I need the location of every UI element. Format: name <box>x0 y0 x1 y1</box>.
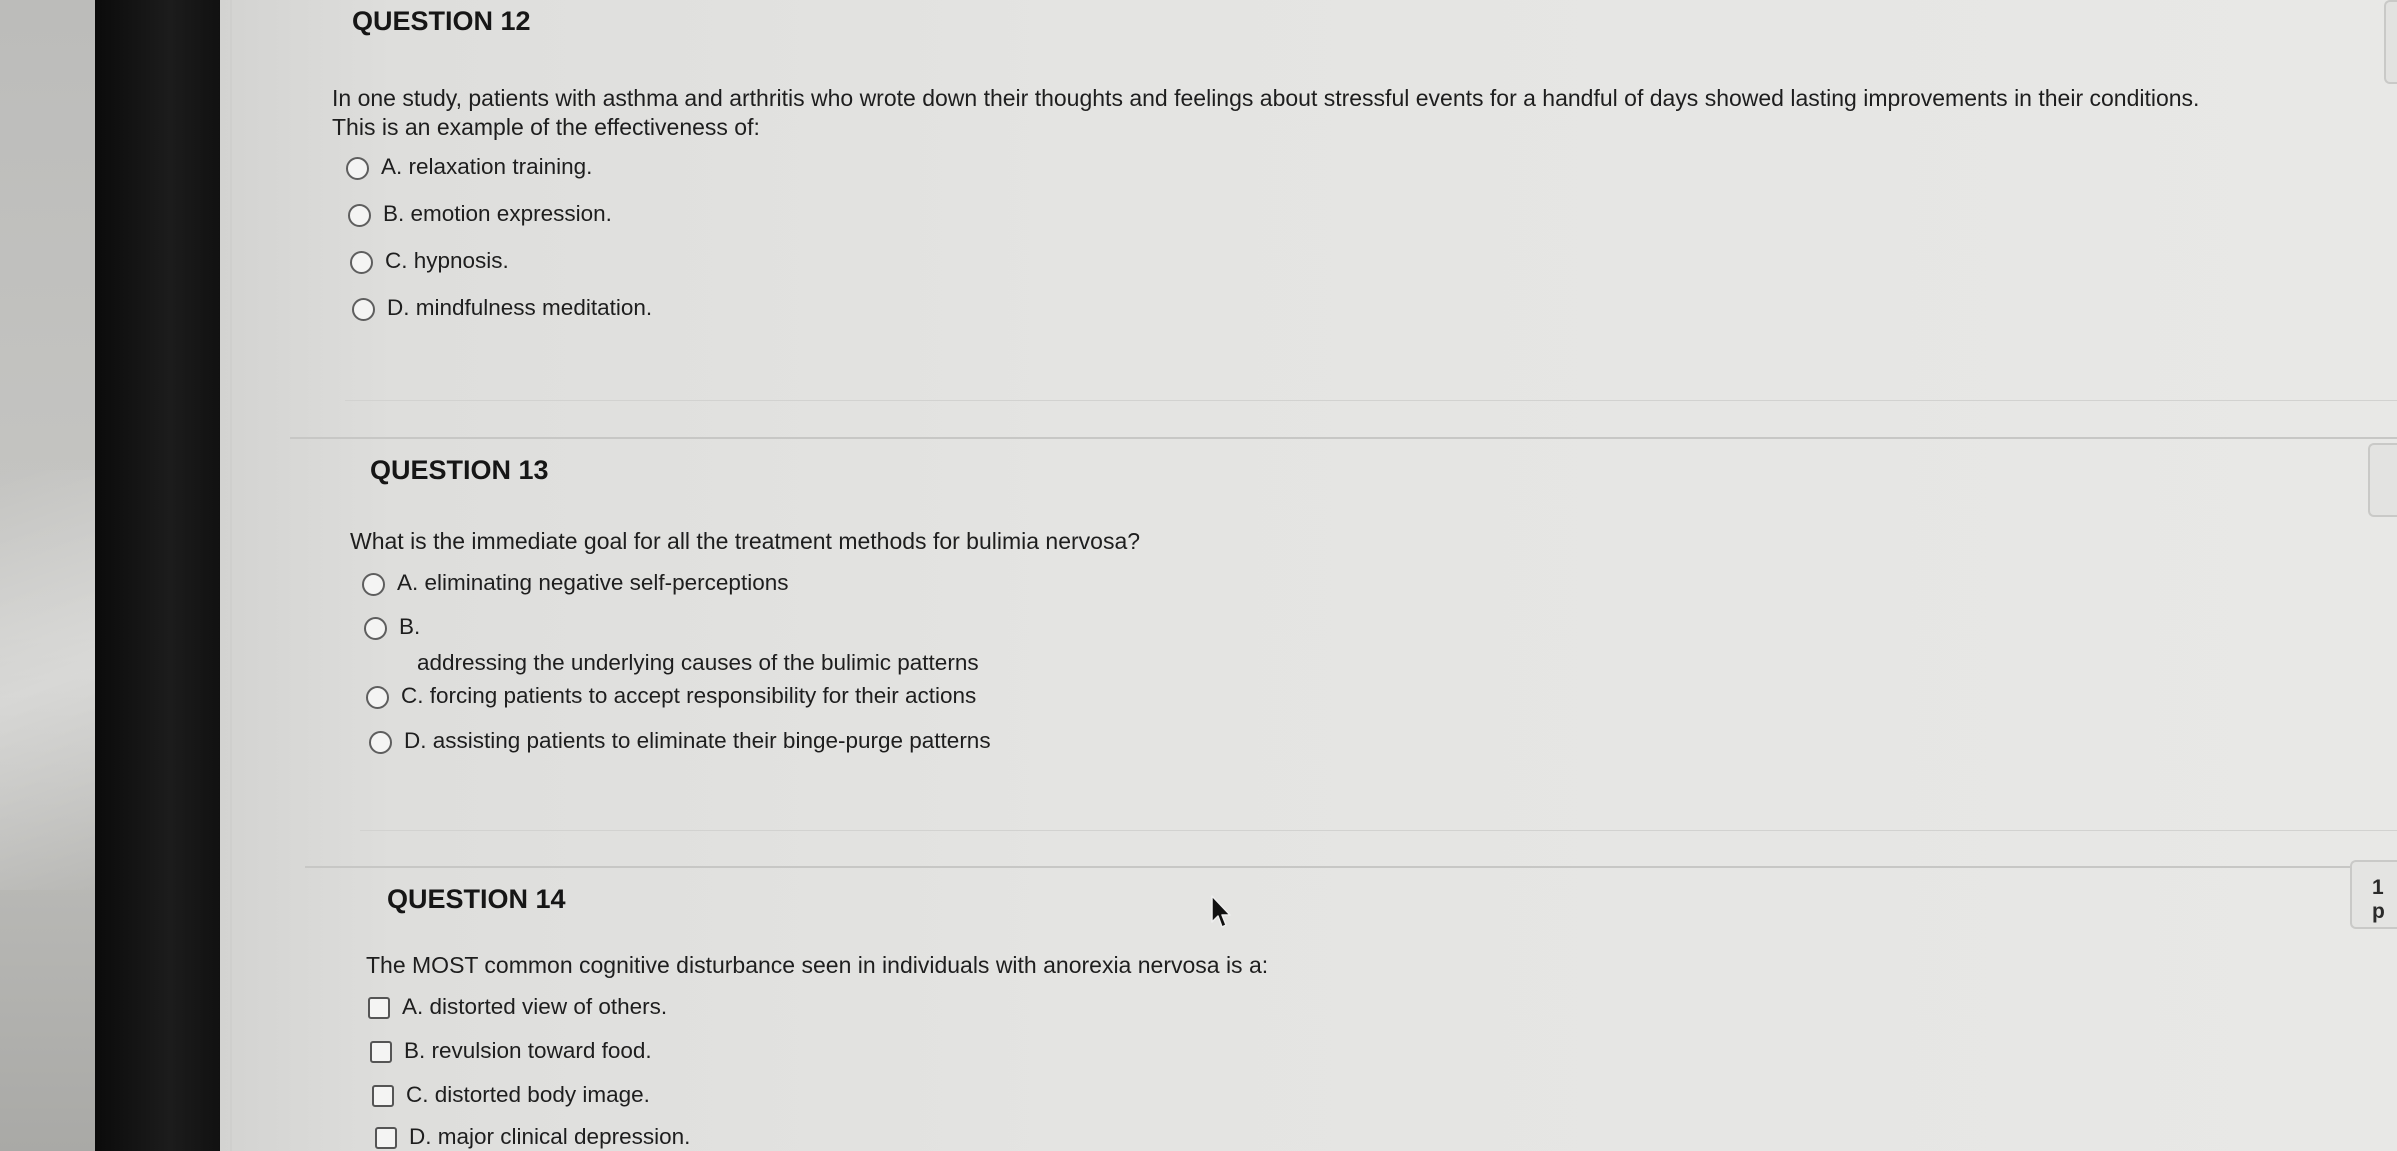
answer-option-c[interactable] <box>366 683 976 709</box>
content-edge <box>230 0 232 1151</box>
option-label: B. revulsion toward food. <box>404 1038 652 1063</box>
checkbox-icon[interactable] <box>368 997 390 1019</box>
option-label: C. forcing patients to accept responsibility for their actions <box>401 683 977 708</box>
option-label-continuation: addressing the underlying causes of the bulimic patterns <box>417 650 979 675</box>
answer-option-a[interactable] <box>368 994 667 1020</box>
mouse-pointer-icon <box>1211 895 1233 929</box>
option-label: C. distorted body image. <box>406 1082 650 1107</box>
radio-button-icon[interactable] <box>364 617 387 640</box>
answer-option-d[interactable] <box>369 728 991 754</box>
points-label: 1 p <box>2372 876 2385 923</box>
answer-option-a[interactable] <box>346 154 592 180</box>
radio-button-icon[interactable] <box>362 573 385 596</box>
option-label: D. major clinical depression. <box>409 1124 691 1149</box>
answer-option-b[interactable] <box>348 201 612 227</box>
question-text: What is the immediate goal for all the treatment methods for bulimia nervosa? <box>350 528 1141 554</box>
monitor-bezel <box>95 0 220 1151</box>
question-text: The MOST common cognitive disturbance seen in individuals with anorexia nervosa is a: <box>366 952 1269 978</box>
question-separator <box>345 400 2397 401</box>
answer-option-b[interactable] <box>364 614 979 676</box>
question-separator <box>290 437 2397 439</box>
answer-option-a[interactable] <box>362 570 788 596</box>
radio-button-icon[interactable] <box>348 204 371 227</box>
answer-option-d[interactable] <box>352 295 652 321</box>
option-label: B. <box>399 614 421 639</box>
question-title: QUESTION 14 <box>387 884 566 914</box>
points-tab <box>2368 443 2397 517</box>
question-separator <box>360 830 2397 831</box>
question-text: In one study, patients with asthma and arthritis who wrote down their thoughts and feelings about stressful events for a handful of days showed lasting improvements in their conditions. This is an example of the effectiveness of: <box>332 85 2200 140</box>
option-label: A. distorted view of others. <box>402 994 668 1019</box>
answer-option-c[interactable] <box>350 248 509 274</box>
question-title: QUESTION 12 <box>352 6 531 36</box>
checkbox-icon[interactable] <box>372 1085 394 1107</box>
answer-option-b[interactable] <box>370 1038 652 1064</box>
option-label: A. eliminating negative self-perceptions <box>397 570 789 595</box>
checkbox-icon[interactable] <box>375 1127 397 1149</box>
question-title: QUESTION 13 <box>370 455 549 485</box>
answer-option-d[interactable] <box>375 1124 690 1150</box>
radio-button-icon[interactable] <box>352 298 375 321</box>
question-separator <box>305 866 2397 868</box>
option-label: C. hypnosis. <box>385 248 509 273</box>
points-tab <box>2384 0 2397 84</box>
radio-button-icon[interactable] <box>366 686 389 709</box>
option-label: D. mindfulness meditation. <box>387 295 653 320</box>
answer-option-c[interactable] <box>372 1082 650 1108</box>
radio-button-icon[interactable] <box>346 157 369 180</box>
radio-button-icon[interactable] <box>350 251 373 274</box>
option-label: D. assisting patients to eliminate their binge-purge patterns <box>404 728 991 753</box>
checkbox-icon[interactable] <box>370 1041 392 1063</box>
option-label: B. emotion expression. <box>383 201 612 226</box>
radio-button-icon[interactable] <box>369 731 392 754</box>
option-label: A. relaxation training. <box>381 154 593 179</box>
